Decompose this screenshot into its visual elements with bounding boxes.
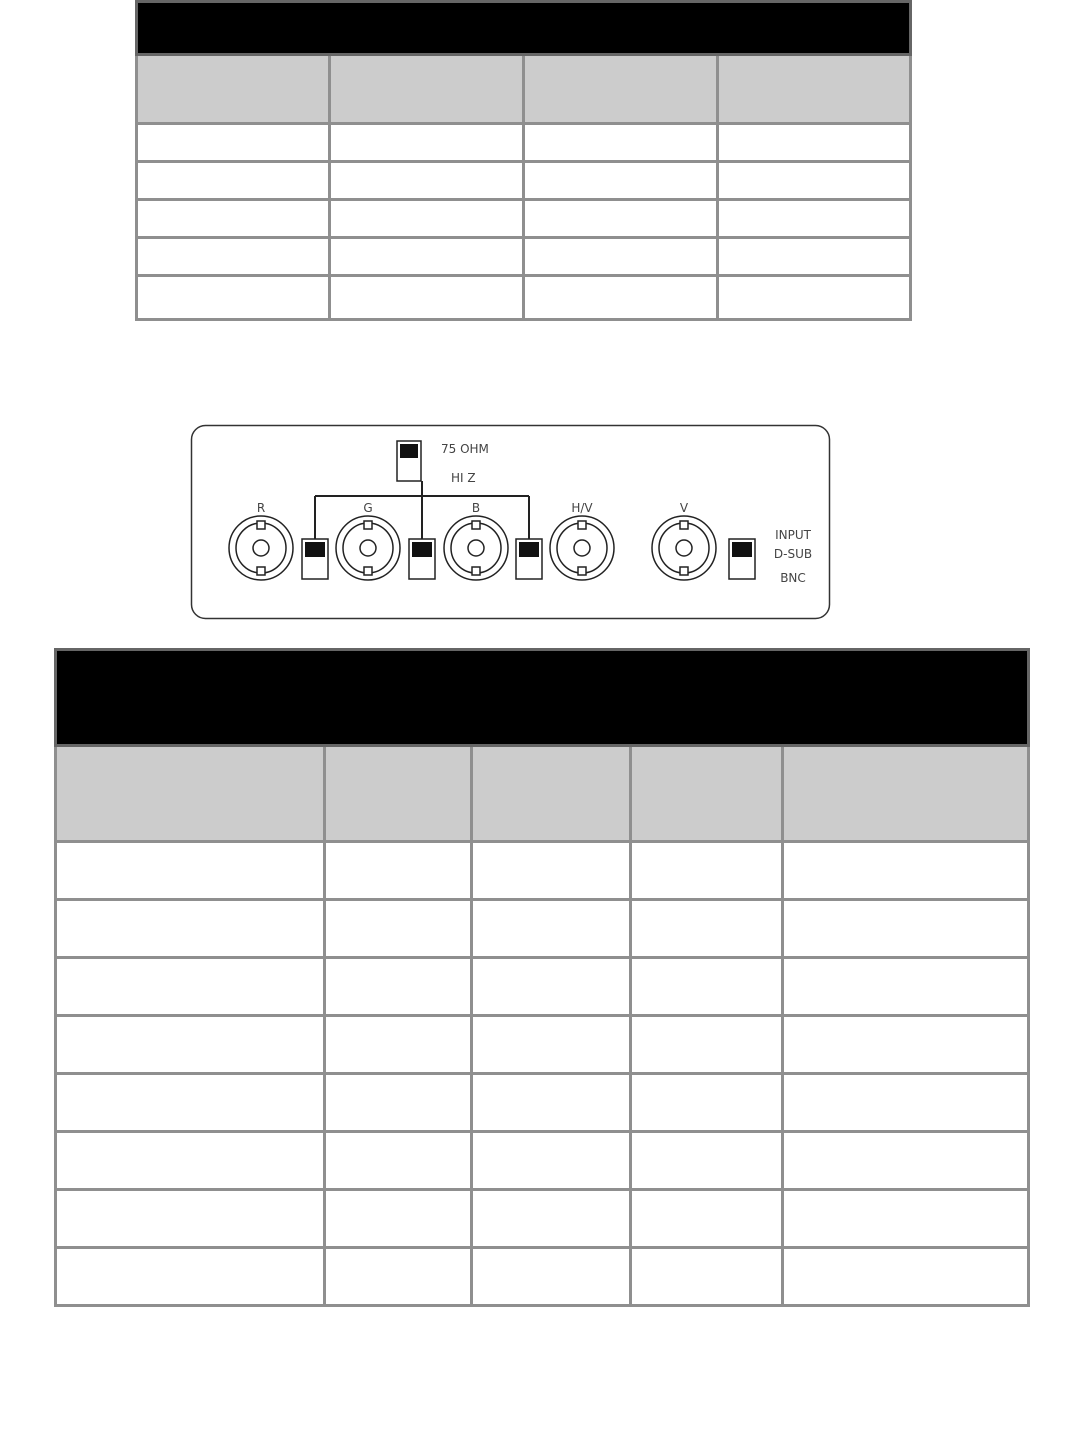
table-cell	[56, 1074, 325, 1132]
table-cell	[524, 124, 718, 162]
table-2-header-row	[56, 746, 1029, 842]
input-option-bnc: BNC	[780, 571, 806, 585]
rear-panel-diagram	[190, 424, 831, 620]
connector-label: B	[471, 501, 481, 515]
table-2-header-cell	[56, 746, 325, 842]
table-2-header-cell	[325, 746, 472, 842]
table-cell	[718, 238, 911, 276]
table-cell	[330, 200, 524, 238]
input-label: INPUT	[775, 528, 811, 542]
table-cell	[330, 238, 524, 276]
table-cell	[783, 1190, 1029, 1248]
table-row	[56, 1074, 1029, 1132]
table-1-header-cell	[330, 55, 524, 124]
table-row	[137, 238, 911, 276]
table-cell	[325, 1016, 472, 1074]
table-cell	[472, 958, 631, 1016]
table-row	[56, 1016, 1029, 1074]
table-cell	[718, 200, 911, 238]
table-cell	[56, 1190, 325, 1248]
table-cell	[330, 276, 524, 320]
table-cell	[631, 1016, 783, 1074]
connector-label: H/V	[571, 501, 593, 515]
table-cell	[718, 276, 911, 320]
table-row	[56, 1190, 1029, 1248]
table-cell	[631, 900, 783, 958]
table-cell	[783, 842, 1029, 900]
table-cell	[783, 1016, 1029, 1074]
table-cell	[472, 1074, 631, 1132]
table-2	[54, 648, 1030, 1307]
table-row	[56, 900, 1029, 958]
table-row	[137, 162, 911, 200]
table-cell	[631, 1074, 783, 1132]
table-cell	[783, 1132, 1029, 1190]
table-cell	[56, 1016, 325, 1074]
table-row	[56, 1132, 1029, 1190]
table-cell	[325, 900, 472, 958]
table-cell	[631, 842, 783, 900]
table-1	[135, 0, 912, 321]
impedance-label-75ohm: 75 OHM	[441, 442, 489, 456]
bnc-connector-g	[336, 516, 400, 580]
table-cell	[472, 900, 631, 958]
table-cell	[472, 1248, 631, 1306]
table-cell	[56, 1132, 325, 1190]
table-cell	[472, 1016, 631, 1074]
table-cell	[137, 276, 330, 320]
impedance-switch[interactable]	[397, 441, 421, 481]
input-select-switch[interactable]	[729, 539, 755, 579]
table-cell	[330, 162, 524, 200]
table-cell	[631, 1190, 783, 1248]
table-cell	[783, 958, 1029, 1016]
table-cell	[783, 1248, 1029, 1306]
table-row	[137, 124, 911, 162]
table-2-header-cell	[631, 746, 783, 842]
table-1-header-cell	[718, 55, 911, 124]
table-cell	[56, 1248, 325, 1306]
table-cell	[325, 842, 472, 900]
table-cell	[472, 1190, 631, 1248]
table-row	[56, 1248, 1029, 1306]
bnc-connector-hv	[550, 516, 614, 580]
bnc-connector-v	[652, 516, 716, 580]
table-1-header-cell	[524, 55, 718, 124]
table-1-header-cell	[137, 55, 330, 124]
table-cell	[631, 1248, 783, 1306]
table-cell	[137, 238, 330, 276]
table-2-header-cell	[783, 746, 1029, 842]
table-2-title	[56, 650, 1029, 746]
table-row	[56, 958, 1029, 1016]
connector-label: R	[256, 501, 266, 515]
table-row	[56, 842, 1029, 900]
table-cell	[524, 162, 718, 200]
bnc-connector-r	[229, 516, 293, 580]
table-cell	[56, 842, 325, 900]
table-cell	[783, 900, 1029, 958]
table-2-header-cell	[472, 746, 631, 842]
table-1-title	[137, 2, 911, 55]
table-1-header-row	[137, 55, 911, 124]
table-cell	[137, 162, 330, 200]
table-cell	[783, 1074, 1029, 1132]
table-cell	[56, 900, 325, 958]
table-cell	[330, 124, 524, 162]
table-cell	[631, 958, 783, 1016]
table-cell	[524, 238, 718, 276]
connector-label: V	[679, 501, 689, 515]
bnc-connector-b	[444, 516, 508, 580]
table-cell	[325, 1190, 472, 1248]
table-cell	[325, 958, 472, 1016]
switch-g-b[interactable]	[409, 539, 435, 579]
table-cell	[718, 124, 911, 162]
connector-label: G	[363, 501, 373, 515]
switch-r-g[interactable]	[302, 539, 328, 579]
table-cell	[718, 162, 911, 200]
table-cell	[137, 124, 330, 162]
table-row	[137, 276, 911, 320]
table-cell	[325, 1132, 472, 1190]
table-row	[137, 200, 911, 238]
table-cell	[472, 842, 631, 900]
table-cell	[524, 200, 718, 238]
table-cell	[56, 958, 325, 1016]
table-cell	[524, 276, 718, 320]
table-cell	[137, 200, 330, 238]
table-cell	[325, 1074, 472, 1132]
input-option-dsub: D-SUB	[773, 547, 813, 561]
switch-b-hv[interactable]	[516, 539, 542, 579]
panel-outline	[192, 426, 830, 619]
table-cell	[631, 1132, 783, 1190]
table-cell	[472, 1132, 631, 1190]
table-cell	[325, 1248, 472, 1306]
impedance-label-hiz: HI Z	[451, 471, 476, 485]
